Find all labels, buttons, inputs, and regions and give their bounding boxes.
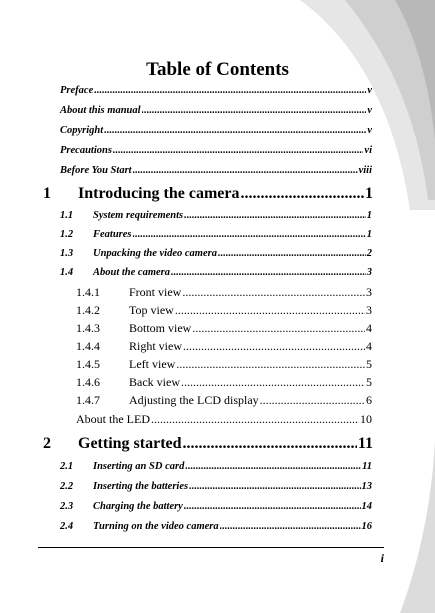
subsection-page: 5 (366, 357, 372, 371)
section-page: 1 (366, 210, 372, 221)
section-title: System requirements (93, 210, 184, 221)
toc-entry-page: 10 (360, 412, 372, 426)
subsection-page: 3 (366, 285, 372, 299)
chapter-page: 11 (357, 435, 373, 452)
section-title: Features (93, 229, 132, 240)
section-page: 3 (366, 267, 372, 278)
subsection-title: Right view (129, 339, 182, 353)
section-page: 11 (362, 461, 372, 472)
toc-subsection-1-4-2[interactable] (76, 303, 372, 318)
section-page: 16 (361, 521, 372, 532)
page-title: Table of Contents (146, 59, 289, 80)
subsection-page: 5 (366, 375, 372, 389)
toc-section-2-1[interactable] (60, 461, 372, 472)
section-page: 1 (366, 229, 372, 240)
toc-entry-label: About this manual (60, 105, 141, 116)
toc-entry-page: v (367, 85, 372, 96)
toc-entry-label: About the LED (76, 412, 150, 426)
toc-chapter-1[interactable] (43, 185, 373, 203)
section-title: About the camera (93, 267, 171, 278)
toc-subsection-1-4-3[interactable] (76, 321, 372, 336)
toc-section-1-2[interactable] (60, 229, 372, 240)
subsection-title: Top view (129, 303, 174, 317)
section-number: 2.1 (60, 461, 74, 472)
chapter-page: 1 (365, 185, 373, 202)
section-page: 13 (361, 481, 372, 492)
section-title: Turning on the video camera (93, 521, 219, 532)
subsection-title: Left view (129, 357, 176, 371)
toc-section-1-1[interactable] (60, 210, 372, 221)
section-number: 2.4 (60, 521, 74, 532)
toc-subsection-1-4-5[interactable] (76, 357, 372, 372)
toc-chapter-2[interactable] (43, 435, 373, 453)
toc-entry-before-you-start[interactable] (60, 165, 372, 176)
subsection-number: 1.4.4 (76, 339, 100, 353)
section-page: 2 (366, 248, 372, 259)
footer-rule (38, 547, 384, 548)
section-title: Unpacking the video camera (93, 248, 217, 259)
toc-entry-page: v (367, 125, 372, 136)
section-title: Charging the battery (93, 501, 183, 512)
subsection-page: 4 (366, 321, 372, 335)
subsection-title: Front view (129, 285, 182, 299)
subsection-number: 1.4.5 (76, 357, 100, 371)
subsection-page: 6 (366, 393, 372, 407)
chapter-number: 1 (43, 185, 51, 202)
toc-entry-about-led[interactable] (76, 412, 372, 427)
toc-entry-page: v (367, 105, 372, 116)
section-number: 2.2 (60, 481, 74, 492)
section-number: 1.1 (60, 210, 74, 221)
toc-section-1-4[interactable] (60, 267, 372, 278)
toc-entry-label: Precautions (60, 145, 112, 156)
toc-entry-label: Copyright (60, 125, 104, 136)
subsection-title: Back view (129, 375, 180, 389)
section-number: 1.2 (60, 229, 74, 240)
toc-entry-about-manual[interactable] (60, 105, 372, 116)
toc-subsection-1-4-6[interactable] (76, 375, 372, 390)
section-number: 1.3 (60, 248, 74, 259)
section-number: 1.4 (60, 267, 74, 278)
subsection-page: 3 (366, 303, 372, 317)
toc-subsection-1-4-1[interactable] (76, 285, 372, 300)
chapter-number: 2 (43, 435, 51, 452)
toc-entry-preface[interactable] (60, 85, 372, 96)
toc-entry-copyright[interactable] (60, 125, 372, 136)
toc-subsection-1-4-4[interactable] (76, 339, 372, 354)
toc-section-2-3[interactable] (60, 501, 372, 512)
toc-section-2-2[interactable] (60, 481, 372, 492)
subsection-number: 1.4.3 (76, 321, 100, 335)
subsection-number: 1.4.7 (76, 393, 100, 407)
toc-entry-page: vi (364, 145, 372, 156)
toc-subsection-1-4-7[interactable] (76, 393, 372, 408)
subsection-title: Adjusting the LCD display (129, 393, 259, 407)
subsection-number: 1.4.6 (76, 375, 100, 389)
subsection-number: 1.4.2 (76, 303, 100, 317)
chapter-title: Introducing the camera (78, 185, 240, 202)
subsection-title: Bottom view (129, 321, 192, 335)
toc-entry-page: viii (358, 165, 372, 176)
section-page: 14 (361, 501, 372, 512)
toc-entry-label: Before You Start (60, 165, 132, 176)
toc-entry-label: Preface (60, 85, 94, 96)
toc-entry-precautions[interactable] (60, 145, 372, 156)
section-number: 2.3 (60, 501, 74, 512)
section-title: Inserting the batteries (93, 481, 189, 492)
section-title: Inserting an SD card (93, 461, 185, 472)
subsection-number: 1.4.1 (76, 285, 100, 299)
subsection-page: 4 (366, 339, 372, 353)
footer-page-number: i (380, 551, 384, 565)
chapter-title: Getting started (78, 435, 182, 452)
toc-section-1-3[interactable] (60, 248, 372, 259)
toc-section-2-4[interactable] (60, 521, 372, 532)
